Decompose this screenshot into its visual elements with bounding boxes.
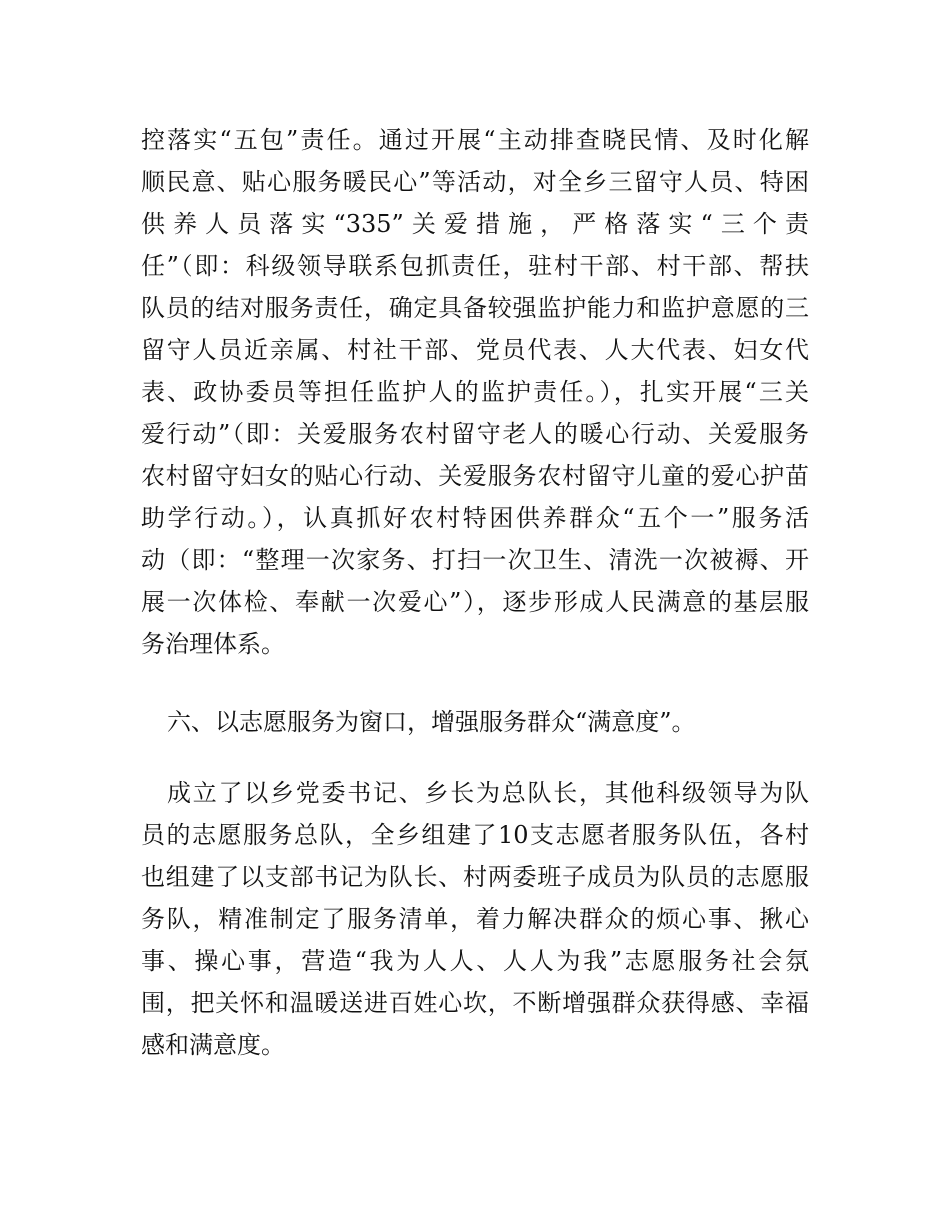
paragraph-care-measures <box>141 119 809 665</box>
paragraph-line: 助学行动。），认真抓好农村特困供养群众“五个一”服务活 <box>141 504 809 532</box>
paragraph-line: 队员的结对服务责任，确定具备较强监护能力和监护意愿的三 <box>141 294 809 322</box>
paragraph-volunteer-teams <box>141 772 809 1066</box>
section-heading-volunteer-service <box>141 701 809 743</box>
paragraph-line: 农村留守妇女的贴心行动、关爱服务农村留守儿童的爱心护苗 <box>141 462 809 490</box>
paragraph-line: 控落实“五包”责任。通过开展“主动排查晓民情、及时化解 <box>141 126 809 154</box>
paragraph-line: 爱行动”（即：关爱服务农村留守老人的暖心行动、关爱服务 <box>141 420 809 448</box>
paragraph-line: 务治理体系。 <box>141 630 285 658</box>
paragraph-line: 围，把关怀和温暖送进百姓心坎，不断增强群众获得感、幸福 <box>141 989 809 1017</box>
paragraph-line: 动（即：“整理一次家务、打扫一次卫生、清洗一次被褥、开 <box>141 546 809 574</box>
paragraph-line: 供养人员落实“335”关爱措施，严格落实“三个责 <box>141 210 809 238</box>
paragraph-line: 任”（即：科级领导联系包抓责任，驻村干部、村干部、帮扶 <box>141 252 809 280</box>
paragraph-line: 表、政协委员等担任监护人的监护责任。），扎实开展“三关 <box>141 378 809 406</box>
paragraph-line: 员的志愿服务总队，全乡组建了10支志愿者服务队伍，各村 <box>141 821 809 849</box>
paragraph-line: 留守人员近亲属、村社干部、党员代表、人大代表、妇女代 <box>141 336 809 364</box>
paragraph-line: 事、操心事，营造“我为人人、人人为我”志愿服务社会氛 <box>141 947 809 975</box>
paragraph-line: 展一次体检、奉献一次爱心”），逐步形成人民满意的基层服 <box>141 588 809 616</box>
paragraph-line: 成立了以乡党委书记、乡长为总队长，其他科级领导为队 <box>167 779 809 807</box>
paragraph-line: 顺民意、贴心服务暖民心”等活动，对全乡三留守人员、特困 <box>141 168 809 196</box>
paragraph-line: 也组建了以支部书记为队长、村两委班子成员为队员的志愿服 <box>141 863 809 891</box>
paragraph-line: 感和满意度。 <box>141 1031 285 1059</box>
paragraph-line: 务队，精准制定了服务清单，着力解决群众的烦心事、揪心 <box>141 905 809 933</box>
section-heading: 六、以志愿服务为窗口，增强服务群众“满意度”。 <box>167 708 696 736</box>
